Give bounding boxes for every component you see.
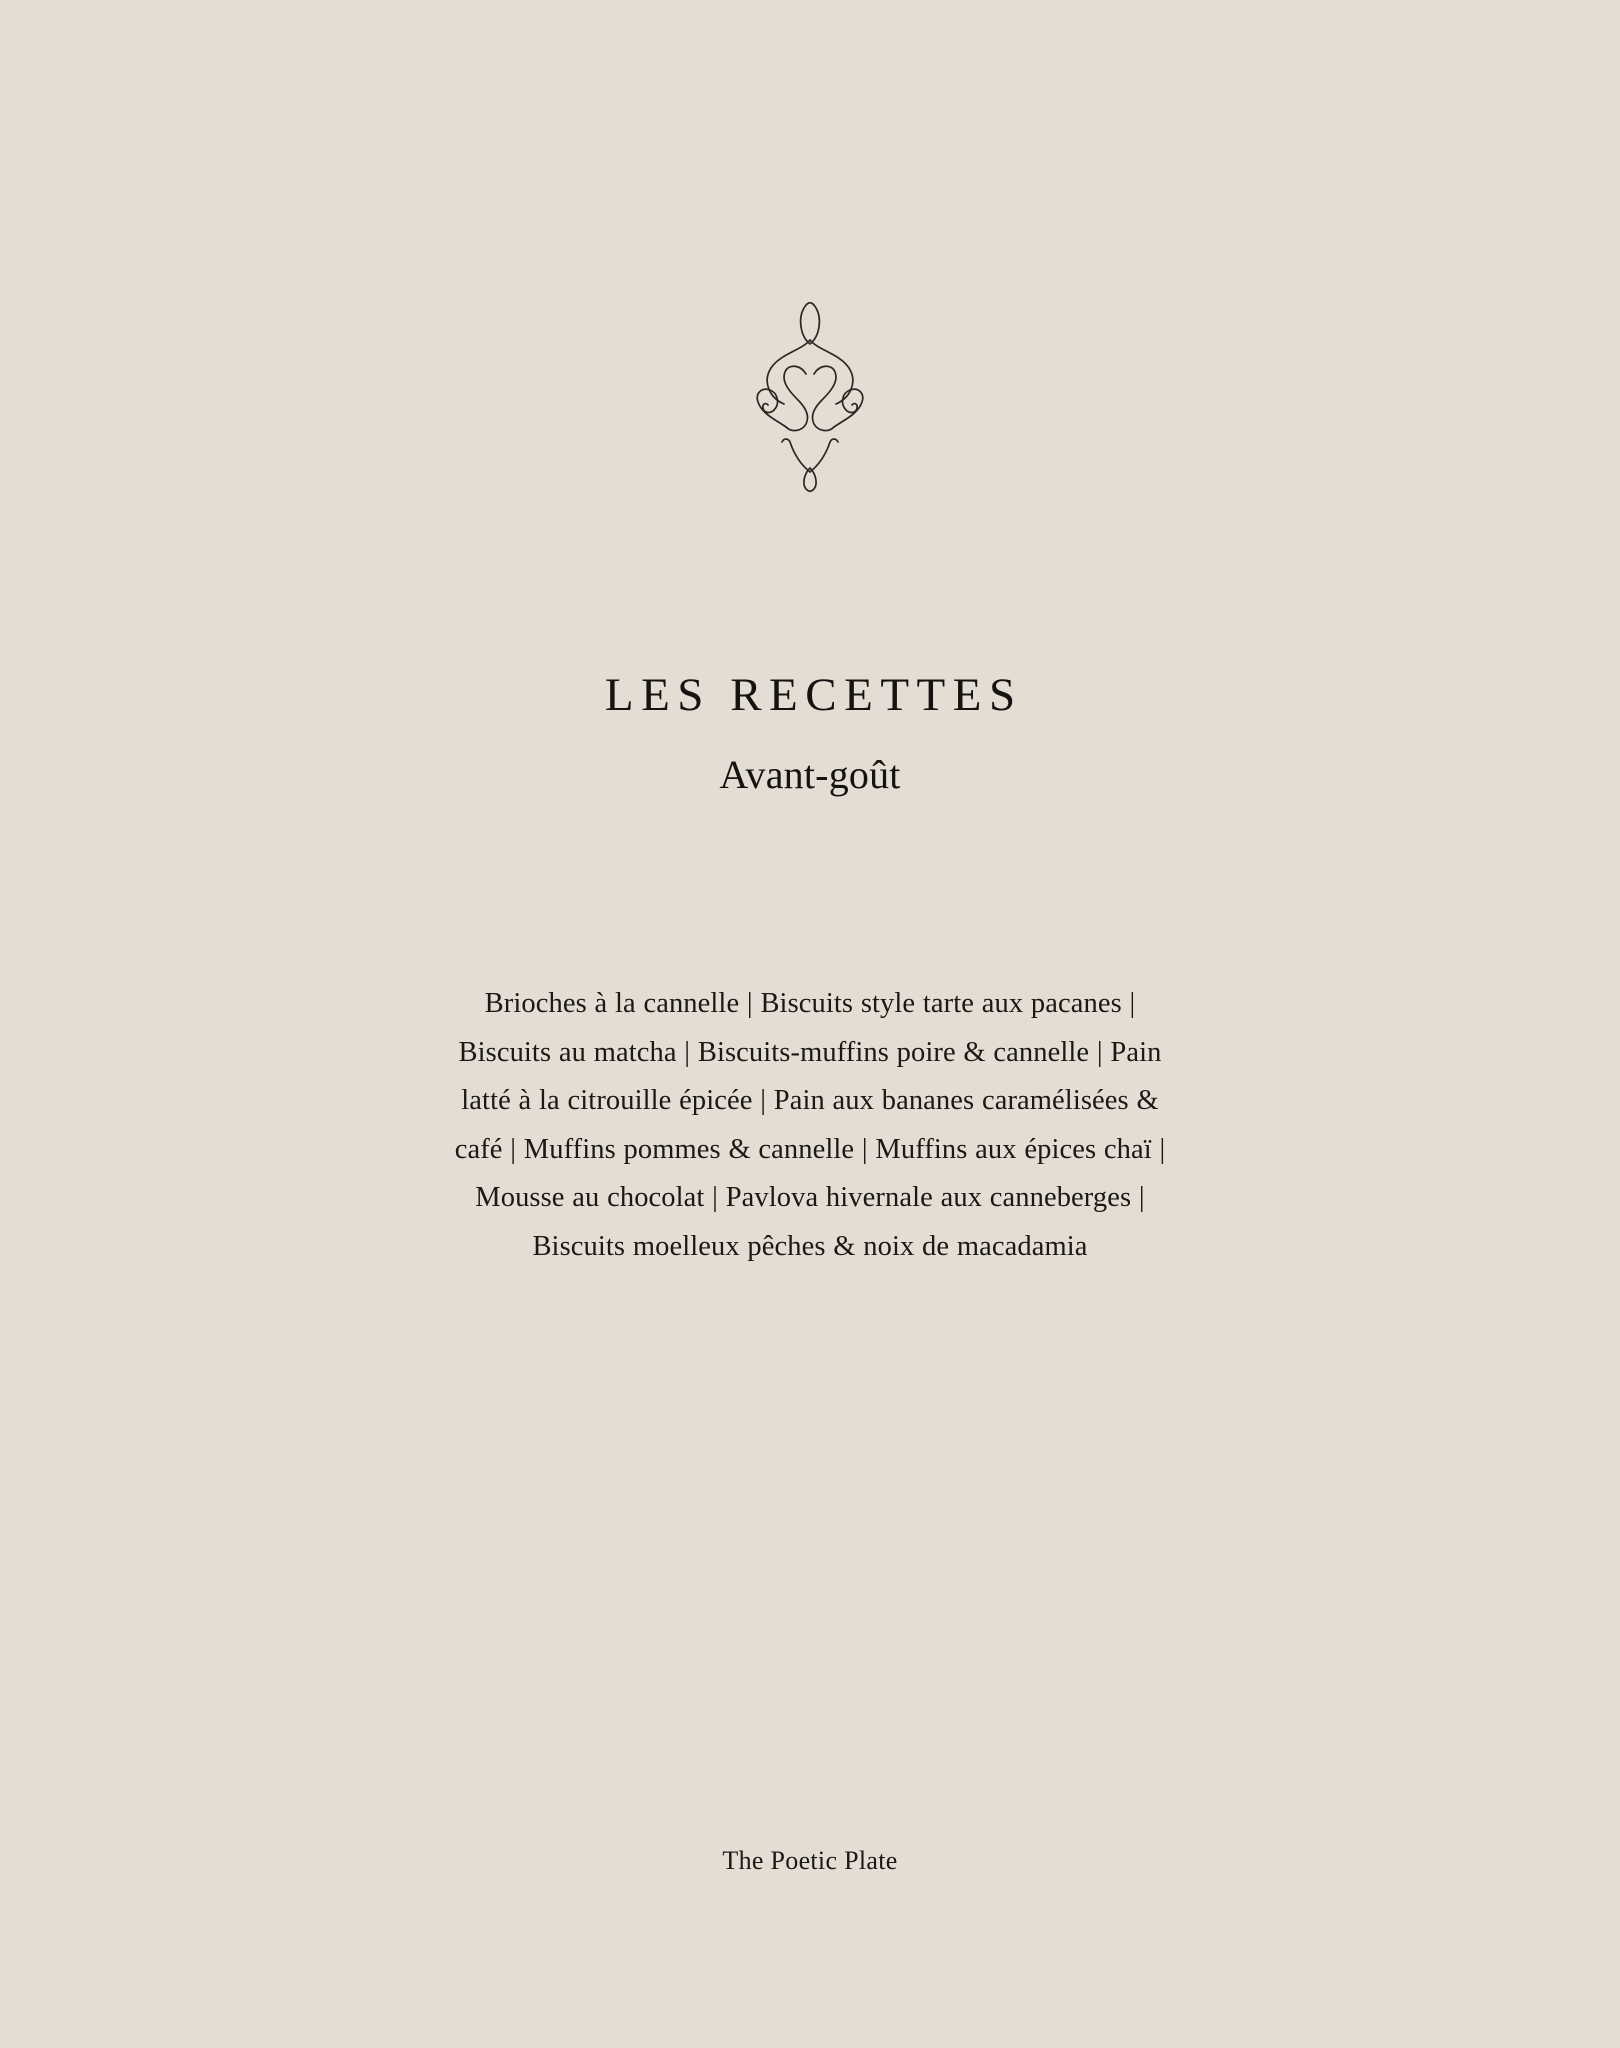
recipe-list-text: Brioches à la cannelle | Biscuits style tarte aux pacanes | Biscuits au matcha | Biscuits-muffins poire & cannelle | Pain latté à la citrouille épicée | Pain aux bananes caramélisées & café | Muffins pommes & cannelle | Muffins aux épices chaï | Mousse au chocolat | Pavlova hivernale aux canneberges | Biscuits moelleux pêches & noix de macadamia — [454, 988, 1166, 1262]
recipe-list-block — [450, 980, 1170, 1272]
ornamental-flourish-logo — [740, 288, 880, 498]
footer — [0, 1845, 1620, 1876]
brand-name: The Poetic Plate — [722, 1846, 898, 1875]
page-title: LES RECETTES — [604, 669, 1023, 721]
page-subtitle: Avant-goût — [719, 752, 901, 797]
title-block — [0, 669, 1620, 797]
